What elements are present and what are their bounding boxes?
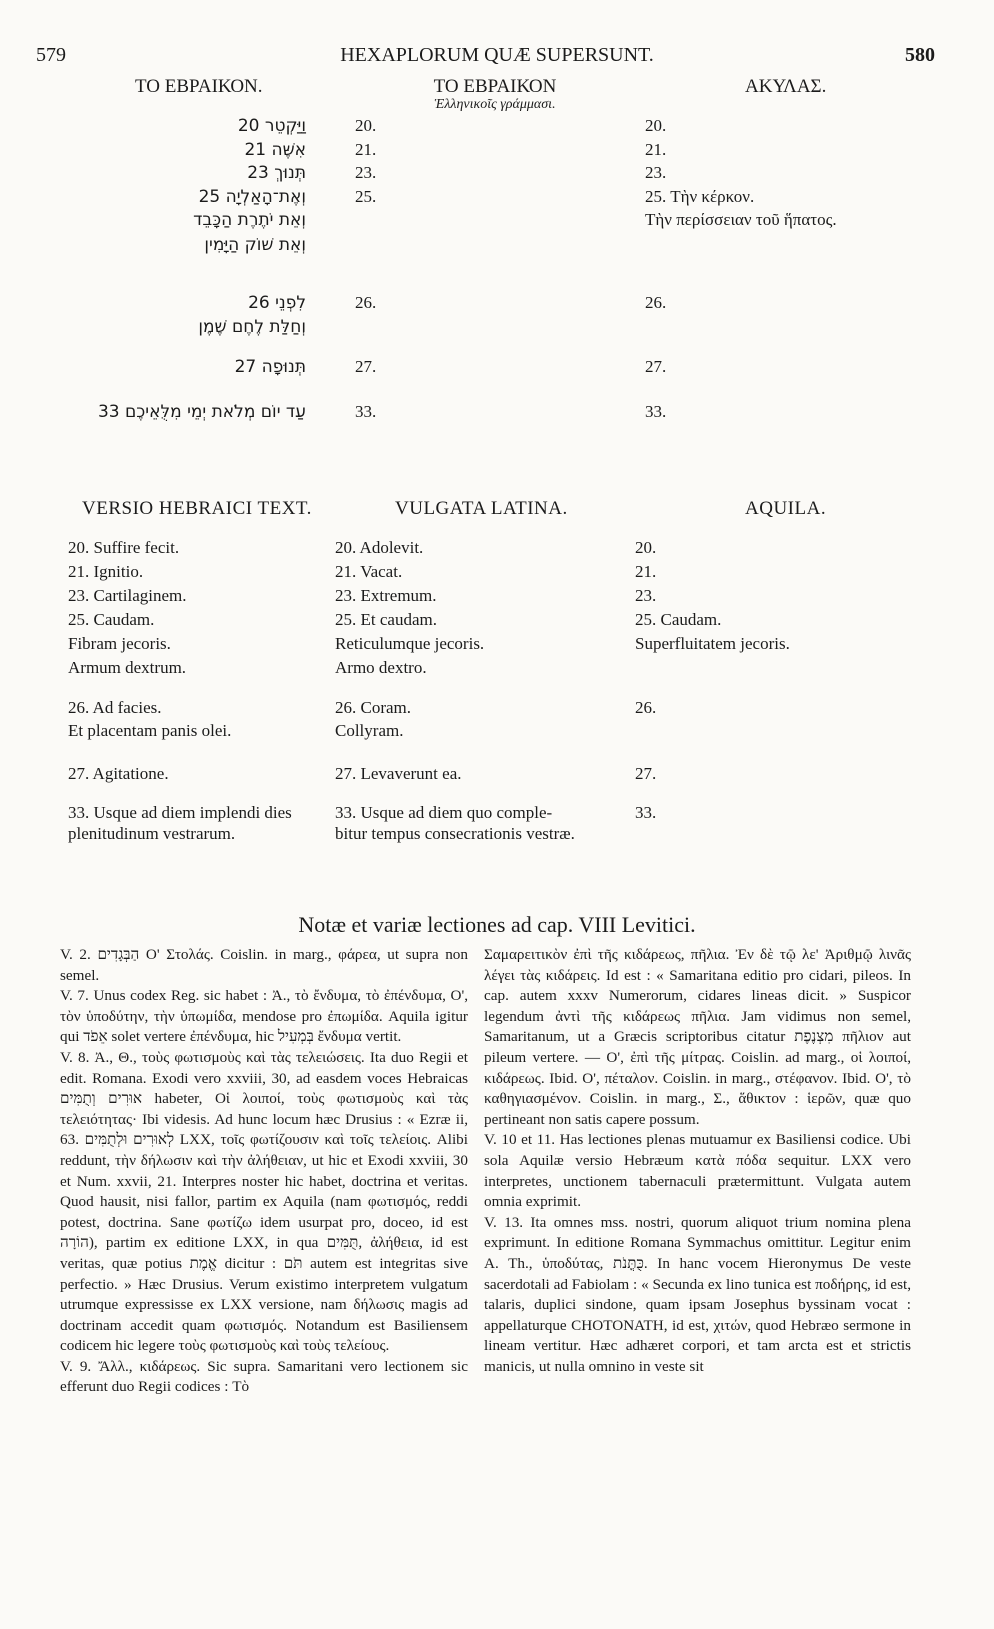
greek-letters-column-title: ΤΟ ΕΒΡΑΙΚΟΝ [433,76,557,97]
page-number-left: 579 [36,44,66,66]
latin-version-cell: 33. Usque ad diem implendi dies [68,803,292,822]
aquila-greek-cell: Τὴν περίσσειαν τοῦ ἥπατος. [645,210,837,229]
greek-letters-cell: 21. [355,140,377,159]
hebrew-text-cell: אִשֶּׁה 21 [244,140,306,160]
aquila-greek-cell: 26. [645,293,667,312]
vulgata-cell: 20. Adolevit. [335,538,424,557]
note-paragraph: V. 2. הַבְּגָדִים Ο' Στολάς. Coislin. in marg., φάρεα, ut supra non semel. [60,946,468,984]
aquila-greek-column-title: ΑΚΥΛΑΣ. [745,76,827,97]
aquila-latin-cell: 21. [635,562,657,581]
note-paragraph: V. 8. Ἀ., Θ., τοὺς φωτισμοὺς καὶ τὰς τελειώσεις. Ita duo Regii et edit. Romana. Exodi vero xxviii, 30, ad easdem voces Hebraicas אוּרִים וְתֻמִּים habeter, Οἱ λοιποί, τοὺς φωτισμοὺς καὶ τὰς τελειότητας· Ibi videsis. Ad hunc locum hæc Drusius : « Ezræ ii, 63. לְאוּרִים וּלְתֻמִּים LXX, τοῖς φωτίζουσιν καὶ τοῖς τελείοις. Alibi reddunt, τὴν δήλωσιν καὶ τὴν ἀλήθειαν, ut hic et Exodi xxviii, 30 et Num. xxvii, 21. Interpres noster hic habet, doctrina et veritas. Quod hausit, nisi fallor, partim ex Aquila (nam φωτισμός, reddi potest, doctrina. Sane φωτίζω idem usurpat pro, doceo, id est הוֹרָה), partim ex editione LXX, in qua תֻּמִּים, ἀλήθεια, id est veritas, quæ potius אֱמֶת dicitur : תֹּם autem est integritas sive perfectio. » Hæc Drusius. Verum existimo interpretem vulgatum utrumque expressisse ex LXX versione, nam δήλωσις magis ad doctrinam accedit quam φωτισμός. Notandum est Basiliensem codicem hic legere τοὺς φωτισμοὺς καὶ τοὺς τελείους. [60,1048,468,1355]
greek-letters-cell: 26. [355,293,377,312]
vulgata-cell: 25. Et caudam. [335,610,437,629]
aquila-greek-cell: 27. [645,357,667,376]
greek-letters-cell: 27. [355,357,377,376]
running-title: HEXAPLORUM QUÆ SUPERSUNT. [340,44,654,66]
latin-version-cell: 20. Suffire fecit. [68,538,180,557]
vulgata-cell: 33. Usque ad diem quo comple- [335,803,553,822]
note-paragraph: V. 9. Ἄλλ., κιδάρεως. Sic supra. Samaritani vero lectionem sic efferunt duo Regii codices : Τὸ [60,1357,468,1396]
hebrew-text-cell: עַד יוֹם מְלֹאת יְמֵי מִלֻּאֵיכֶם 33 [97,402,306,422]
vulgata-cell: 26. Coram. [335,698,412,717]
hebrew-text-cell: וְאֵת יֹתֶרֶת הַכָּבֵד [193,210,306,230]
aquila-greek-cell: 20. [645,116,667,135]
hebrew-text-cell: לִפְנֵי 26 [248,293,306,313]
hebrew-column-title: ΤΟ ΕΒΡΑΙΚΟΝ. [135,76,263,97]
aquila-latin-cell: 26. [635,698,657,717]
aquila-latin-cell: 23. [635,586,657,605]
vulgata-cell: bitur tempus consecrationis vestræ. [335,824,575,843]
vulgata-column-title: VULGATA LATINA. [395,498,568,519]
latin-version-cell: 21. Ignitio. [68,562,144,581]
vulgata-cell: Reticulumque jecoris. [335,634,485,653]
aquila-greek-cell: 33. [645,402,667,421]
hebrew-text-cell: וַיַּקְטֵר 20 [237,116,306,136]
aquila-latin-cell: 33. [635,803,657,822]
greek-letters-cell: 25. [355,187,377,206]
hebrew-text-cell: תְּנוּךְ 23 [247,163,306,183]
notes-title: Notæ et variæ lectiones ad cap. VIII Levitici. [298,912,696,937]
latin-version-cell: Fibram jecoris. [68,634,171,653]
aquila-greek-cell: 21. [645,140,667,159]
aquila-greek-cell: 25. Τὴν κέρκον. [645,187,755,206]
latin-version-cell: 27. Agitatione. [68,764,169,783]
latin-version-cell: 23. Cartilaginem. [68,586,187,605]
aquila-latin-cell: 25. Caudam. [635,610,722,629]
latin-version-cell: 26. Ad facies. [68,698,162,717]
hebrew-text-cell: וְחַלַּת לֶחֶם שֶׁמֶן [198,317,306,337]
note-paragraph: V. 7. Unus codex Reg. sic habet : Ἀ., τὸ ἔνδυμα, τὸ ἐπένδυμα, Ο', τὸν ὑποδύτην, τὴν ὑπωμίδα, mendose pro ἐπωμίδα. Aquila igitur qui אֵפֹד solet vertere ἐπένδυμα, hic בְּמְעִיל ἔνδυμα vertit. [60,987,468,1046]
note-paragraph: V. 13. Ita omnes mss. nostri, quorum aliquot trium nomina plena exprimunt. In editione Romana Symmachus omittitur. Legitur enim A. Th., ὑποδύτας, כֻּתֳּנֹת. In hanc vocem Hieronymus De veste sacerdotali ad Fabiolam : « Secunda ex lino tunica est ποδήρης, id est, talaris, duplici sindone, quam ipsam Josephus byssinam vocat : appellaturque CHOTONATH, id est, χιτών, quod Hebræo sermone in lineam vertitur. Hæc adhæret corpori, et tam arcta est et strictis manicis, ut nulla omnino in veste sit [484,1213,911,1375]
aquila-greek-cell: 23. [645,163,667,182]
note-paragraph: V. 10 et 11. Has lectiones plenas mutuamur ex Basiliensi codice. Ubi sola Aquilæ versio Hebræum κατὰ πόδα sequitur. LXX vero interpretes, unctionem tabernaculi prætermittunt. Vulgata autem omnia exprimit. [484,1131,911,1211]
notes-left-column [60,945,468,1398]
notes-right-column [484,945,911,1377]
latin-version-cell: Et placentam panis olei. [68,721,232,740]
vulgata-cell: 27. Levaverunt ea. [335,764,462,783]
greek-letters-cell: 23. [355,163,377,182]
latin-version-column-title: VERSIO HEBRAICI TEXT. [82,498,312,519]
aquila-latin-cell: 20. [635,538,657,557]
note-paragraph: Σαμαρειτικὸν ἐπὶ τῆς κιδάρεως, πῆλια. Ἐν δὲ τῷ λε' Ἀριθμῷ λινᾶς λέγει τὰς κιδάρεις. Id est : « Samaritana editio pro cidari, pileos. In cap. autem xxxv Numerorum, cidares lineas dicit. » Suspicor legendum ἀντὶ τῆς κιδάρεως πῆλια. Jam vidimus non semel, Samaritanum, ut a Græcis scriptoribus citatur מִצְנֶפֶת πῆλιον aut pileum vertere. — Ο', ἐπὶ τῆς μίτρας. Coislin. ad marg., οἱ λοιποί, κιδάρεως. Ibid. Ο', πέταλον. Coislin. in marg., στέφανον. Ibid. Ο', τὸ καθηγιασμένον. Coislin. in marg., Σ., ἅθικτον : ἱερῶν, quæ quo pertineant non satis capere possum. [484,946,911,1128]
aquila-latin-cell: 27. [635,764,657,783]
aquila-latin-cell: Superfluitatem jecoris. [635,634,790,653]
vulgata-cell: 21. Vacat. [335,562,403,581]
hebrew-text-cell: וְאֵת שׁוֹק הַיָּמִין [204,235,306,255]
hebrew-text-cell: תְּנוּפָה 27 [234,357,306,377]
hebrew-text-cell: וְאֶת־הָאַלְיָה 25 [198,187,306,207]
vulgata-cell: Collyram. [335,721,404,740]
vulgata-cell: Armo dextro. [335,658,427,677]
aquila-latin-column-title: AQUILA. [745,498,827,519]
greek-letters-cell: 33. [355,402,377,421]
latin-version-cell: 25. Caudam. [68,610,155,629]
latin-version-cell: Armum dextrum. [68,658,187,677]
greek-letters-cell: 20. [355,116,377,135]
page-number-right: 580 [905,44,935,66]
greek-letters-column-subtitle: Ἑλληνικοῖς γράμμασι. [434,97,556,112]
vulgata-cell: 23. Extremum. [335,586,437,605]
latin-version-cell: plenitudinum vestrarum. [68,824,236,843]
